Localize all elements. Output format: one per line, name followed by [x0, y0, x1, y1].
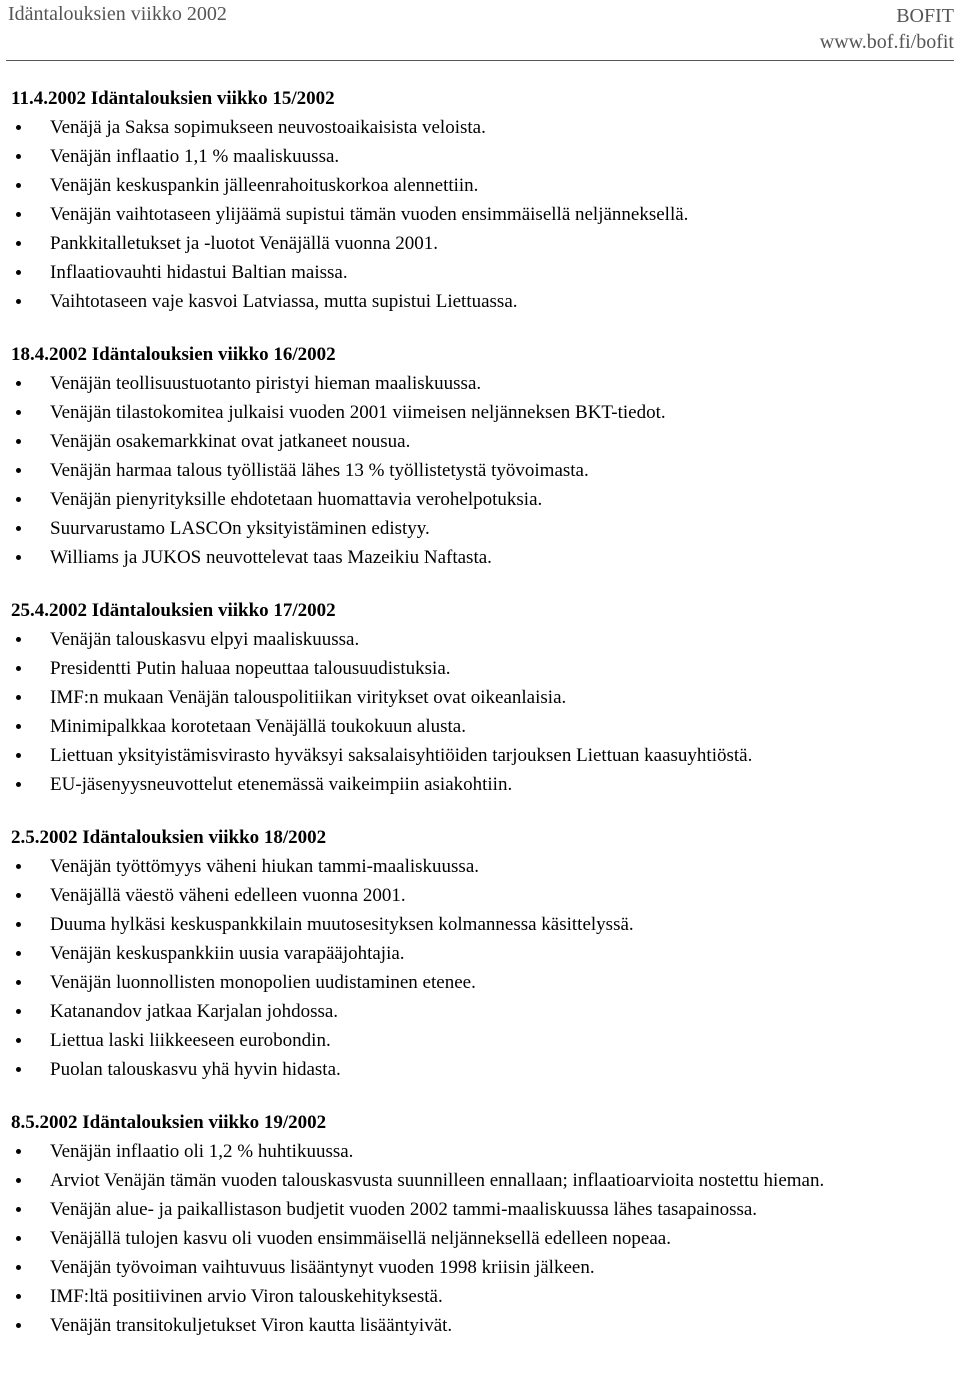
list-item-text: Pankkitalletukset ja -luotot Venäjällä vuonna 2001.: [50, 233, 439, 254]
list-item: [11, 1253, 951, 1282]
bullet-icon: [16, 1265, 21, 1270]
bullet-icon: [16, 1236, 21, 1241]
list-item: [11, 1026, 951, 1055]
list-item-text: Venäjän talouskasvu elpyi maaliskuussa.: [50, 629, 360, 650]
header-divider: [6, 60, 954, 61]
list-item-text: Liettua laski liikkeeseen eurobondin.: [50, 1030, 331, 1051]
bullet-icon: [16, 1038, 21, 1043]
week-section: [11, 84, 951, 316]
document-title: Idäntalouksien viikko 2002: [8, 3, 227, 25]
list-item: [11, 1195, 951, 1224]
list-item-text: Venäjällä tulojen kasvu oli vuoden ensimmäisellä neljänneksellä edelleen nopeaa.: [50, 1228, 671, 1249]
list-item-text: Venäjä ja Saksa sopimukseen neuvostoaikaisista veloista.: [50, 117, 486, 138]
bullet-icon: [16, 1149, 21, 1154]
list-item-text: Venäjän keskuspankin jälleenrahoituskorkoa alennettiin.: [50, 175, 479, 196]
bullet-icon: [16, 497, 21, 502]
list-item-text: Duuma hylkäsi keskuspankkilain muutosesityksen kolmannessa käsittelyssä.: [50, 914, 634, 935]
news-list: [11, 625, 951, 799]
bullet-icon: [16, 864, 21, 869]
list-item: [11, 770, 951, 799]
list-item: [11, 113, 951, 142]
list-item: [11, 369, 951, 398]
list-item-text: Arviot Venäjän tämän vuoden talouskasvusta suunnilleen ennallaan; inflaatioarvioita nostettu hieman.: [50, 1170, 825, 1191]
list-item: [11, 683, 951, 712]
bullet-icon: [16, 980, 21, 985]
list-item: [11, 398, 951, 427]
list-item-text: Venäjän teollisuustuotanto piristyi hieman maaliskuussa.: [50, 373, 482, 394]
list-item-text: Venäjän työvoiman vaihtuvuus lisääntynyt vuoden 1998 kriisin jälkeen.: [50, 1257, 595, 1278]
publisher-name: BOFIT: [896, 5, 954, 27]
list-item-text: Venäjän harmaa talous työllistää lähes 13 % työllistetystä työvoimasta.: [50, 460, 589, 481]
list-item-text: Vaihtotaseen vaje kasvoi Latviassa, mutta supistui Liettuassa.: [50, 291, 518, 312]
bullet-icon: [16, 212, 21, 217]
news-list: [11, 113, 951, 316]
section-heading: 11.4.2002 Idäntalouksien viikko 15/2002: [11, 88, 335, 109]
section-heading: 2.5.2002 Idäntalouksien viikko 18/2002: [11, 827, 327, 848]
list-item-text: Williams ja JUKOS neuvottelevat taas Mazeikiu Naftasta.: [50, 547, 492, 568]
list-item: [11, 741, 951, 770]
bullet-icon: [16, 724, 21, 729]
list-item: [11, 910, 951, 939]
bullet-icon: [16, 666, 21, 671]
list-item-text: Puolan talouskasvu yhä hyvin hidasta.: [50, 1059, 341, 1080]
list-item: [11, 625, 951, 654]
bullet-icon: [16, 753, 21, 758]
list-item: [11, 200, 951, 229]
bullet-icon: [16, 922, 21, 927]
list-item: [11, 654, 951, 683]
bullet-icon: [16, 1067, 21, 1072]
week-section: [11, 1108, 951, 1340]
list-item: [11, 427, 951, 456]
list-item: [11, 456, 951, 485]
section-heading: 18.4.2002 Idäntalouksien viikko 16/2002: [11, 344, 336, 365]
publisher-block: [820, 3, 954, 55]
list-item-text: Venäjän luonnollisten monopolien uudistaminen etenee.: [50, 972, 476, 993]
document-body: [11, 84, 951, 1364]
week-section: [11, 340, 951, 572]
list-item-text: Venäjällä väestö väheni edelleen vuonna 2001.: [50, 885, 406, 906]
bullet-icon: [16, 410, 21, 415]
list-item: [11, 939, 951, 968]
list-item: [11, 968, 951, 997]
list-item: [11, 142, 951, 171]
list-item: [11, 287, 951, 316]
bullet-icon: [16, 1323, 21, 1328]
list-item: [11, 852, 951, 881]
list-item: [11, 229, 951, 258]
bullet-icon: [16, 241, 21, 246]
list-item-text: Katanandov jatkaa Karjalan johdossa.: [50, 1001, 339, 1022]
bullet-icon: [16, 1294, 21, 1299]
bullet-icon: [16, 526, 21, 531]
publisher-url[interactable]: www.bof.fi/bofit: [819, 31, 954, 53]
week-section: [11, 596, 951, 799]
bullet-icon: [16, 637, 21, 642]
bullet-icon: [16, 154, 21, 159]
bullet-icon: [16, 125, 21, 130]
list-item: [11, 1166, 951, 1195]
list-item: [11, 171, 951, 200]
list-item-text: Venäjän vaihtotaseen ylijäämä supistui tämän vuoden ensimmäisellä neljänneksellä.: [50, 204, 689, 225]
list-item-text: Venäjän keskuspankkiin uusia varapääjohtajia.: [50, 943, 405, 964]
section-heading: 25.4.2002 Idäntalouksien viikko 17/2002: [11, 600, 336, 621]
list-item-text: Venäjän työttömyys väheni hiukan tammi-maaliskuussa.: [50, 856, 480, 877]
list-item: [11, 543, 951, 572]
bullet-icon: [16, 555, 21, 560]
list-item-text: Venäjän osakemarkkinat ovat jatkaneet nousua.: [50, 431, 411, 452]
bullet-icon: [16, 1178, 21, 1183]
bullet-icon: [16, 381, 21, 386]
list-item: [11, 1282, 951, 1311]
list-item-text: IMF:n mukaan Venäjän talouspolitiikan viritykset ovat oikeanlaisia.: [50, 687, 567, 708]
list-item-text: Inflaatiovauhti hidastui Baltian maissa.: [50, 262, 348, 283]
list-item-text: Venäjän inflaatio 1,1 % maaliskuussa.: [50, 146, 340, 167]
news-list: [11, 852, 951, 1084]
list-item-text: Venäjän tilastokomitea julkaisi vuoden 2001 viimeisen neljänneksen BKT-tiedot.: [50, 402, 666, 423]
list-item: [11, 881, 951, 910]
list-item-text: Venäjän transitokuljetukset Viron kautta lisääntyivät.: [50, 1315, 453, 1336]
list-item: [11, 1055, 951, 1084]
list-item: [11, 514, 951, 543]
bullet-icon: [16, 782, 21, 787]
list-item-text: EU-jäsenyysneuvottelut etenemässä vaikeimpiin asiakohtiin.: [50, 774, 513, 795]
list-item-text: Venäjän alue- ja paikallistason budjetit vuoden 2002 tammi-maaliskuussa lähes tasapainossa.: [50, 1199, 758, 1220]
bullet-icon: [16, 183, 21, 188]
list-item: [11, 712, 951, 741]
list-item-text: Liettuan yksityistämisvirasto hyväksyi saksalaisyhtiöiden tarjouksen Liettuan kaasuyhtiöstä.: [50, 745, 753, 766]
bullet-icon: [16, 439, 21, 444]
list-item: [11, 1224, 951, 1253]
week-section: [11, 823, 951, 1084]
bullet-icon: [16, 1207, 21, 1212]
list-item: [11, 485, 951, 514]
list-item-text: Suurvarustamo LASCOn yksityistäminen edistyy.: [50, 518, 430, 539]
bullet-icon: [16, 299, 21, 304]
list-item-text: Minimipalkkaa korotetaan Venäjällä toukokuun alusta.: [50, 716, 466, 737]
bullet-icon: [16, 695, 21, 700]
list-item: [11, 1137, 951, 1166]
bullet-icon: [16, 1009, 21, 1014]
list-item-text: Venäjän pienyrityksille ehdotetaan huomattavia verohelpotuksia.: [50, 489, 543, 510]
list-item-text: Venäjän inflaatio oli 1,2 % huhtikuussa.: [50, 1141, 354, 1162]
list-item: [11, 258, 951, 287]
list-item: [11, 997, 951, 1026]
list-item-text: IMF:ltä positiivinen arvio Viron talouskehityksestä.: [50, 1286, 443, 1307]
news-list: [11, 369, 951, 572]
news-list: [11, 1137, 951, 1340]
list-item: [11, 1311, 951, 1340]
bullet-icon: [16, 270, 21, 275]
section-heading: 8.5.2002 Idäntalouksien viikko 19/2002: [11, 1112, 327, 1133]
list-item-text: Presidentti Putin haluaa nopeuttaa talousuudistuksia.: [50, 658, 451, 679]
bullet-icon: [16, 951, 21, 956]
bullet-icon: [16, 468, 21, 473]
bullet-icon: [16, 893, 21, 898]
